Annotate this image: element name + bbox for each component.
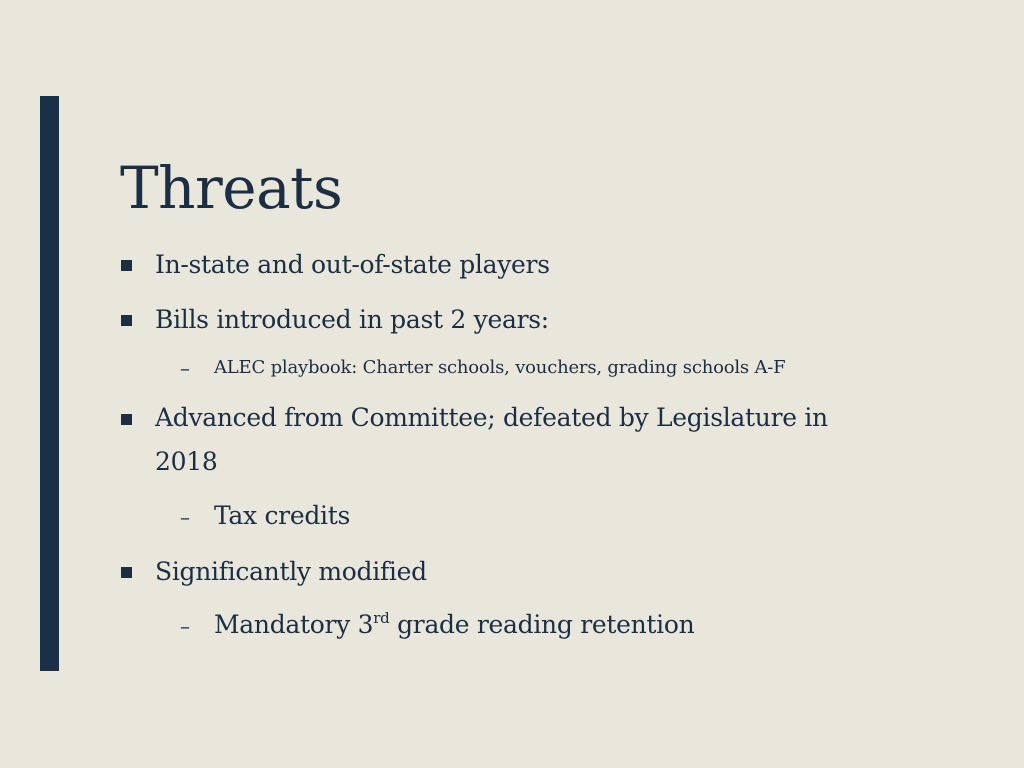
bullet-text-line1: Advanced from Committee; defeated by Legislature in <box>155 403 828 432</box>
sub-bullet-text-after: grade reading retention <box>389 610 695 639</box>
sub-bullet-text: ALEC playbook: Charter schools, vouchers, grading schools A-F <box>214 357 786 378</box>
ordinal-superscript: rd <box>373 608 390 627</box>
square-bullet-icon <box>121 315 132 326</box>
bullet-text: Significantly modified <box>155 557 427 586</box>
dash-bullet-icon: – <box>180 356 190 380</box>
sub-bullet-text-before: Mandatory 3 <box>214 610 374 639</box>
sub-bullet-text: Tax credits <box>214 501 351 530</box>
bullet-text: In-state and out-of-state players <box>155 250 550 279</box>
slide-title: Threats <box>120 154 343 222</box>
dash-bullet-icon: – <box>180 614 190 638</box>
dash-bullet-icon: – <box>180 505 190 529</box>
sub-bullet-text <box>214 607 694 643</box>
square-bullet-icon <box>121 567 132 578</box>
square-bullet-icon <box>121 260 132 271</box>
square-bullet-icon <box>121 414 132 425</box>
bullet-text-line2: 2018 <box>155 447 218 476</box>
bullet-text: Bills introduced in past 2 years: <box>155 305 549 334</box>
